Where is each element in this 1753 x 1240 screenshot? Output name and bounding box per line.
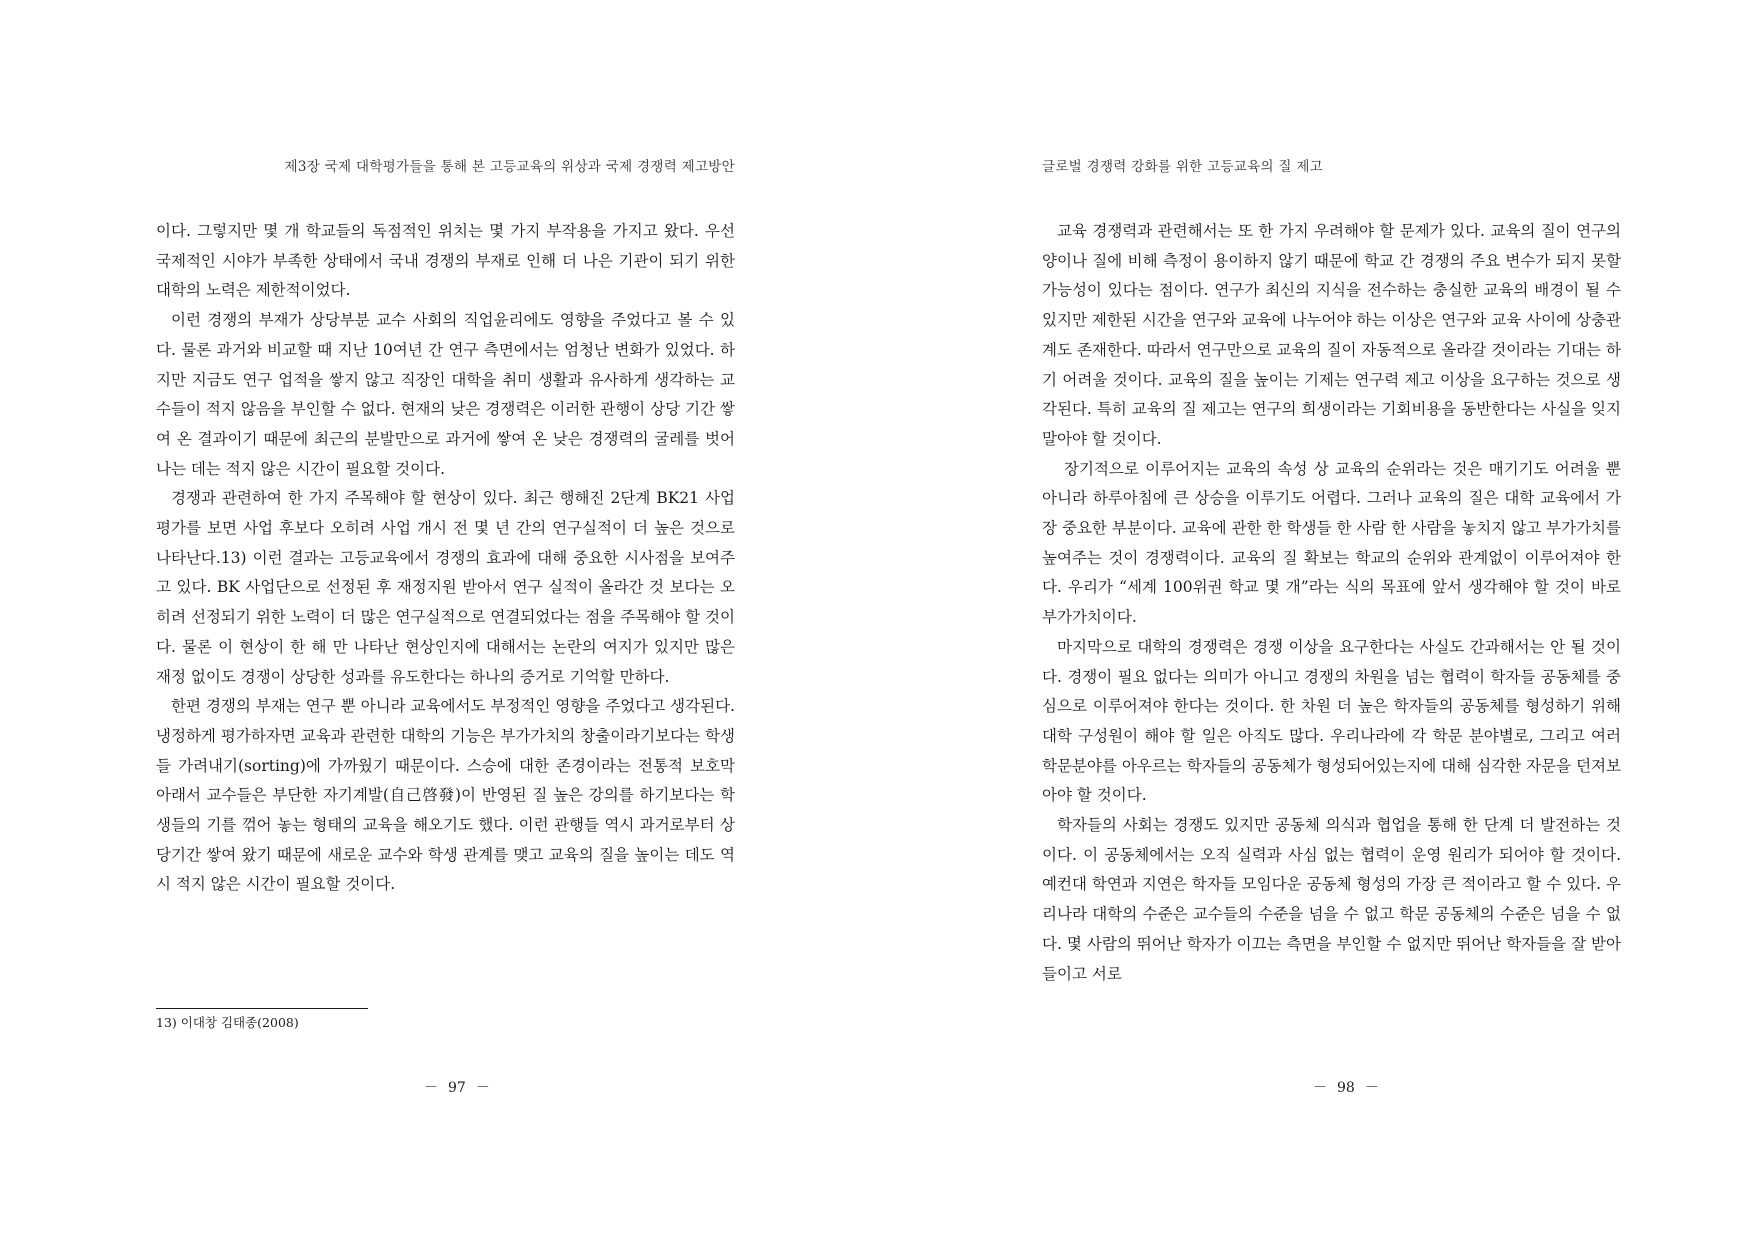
left-page	[0, 0, 876, 1240]
page-number-dash: －	[1313, 1080, 1327, 1096]
footnote: 13) 이대창 김태종(2008)	[156, 1015, 299, 1030]
paragraph: 학자들의 사회는 경쟁도 있지만 공동체 의식과 협업을 통해 한 단계 더 발전하는 것이다. 이 공동체에서는 오직 실력과 사심 없는 협력이 운영 원리가 되어야 할 것이다. 예컨대 학연과 지연은 학자들 모임다운 공동체 형성의 가장 큰 적이라고 할 수 있다. 우리나라 대학의 수준은 교수들의 수준을 넘을 수 없고 학문 공동체의 수준은 넘을 수 없다. 몇 사람의 뛰어난 학자가 이끄는 측면을 부인할 수 없지만 뛰어난 학자들을 잘 받아들이고 서로	[1042, 816, 1621, 983]
paragraph: 교육 경쟁력과 관련해서는 또 한 가지 우려해야 할 문제가 있다. 교육의 질이 연구의 양이나 질에 비해 측정이 용이하지 않기 때문에 학교 간 경쟁의 주요 변수가 되지 못할 가능성이 있다는 점이다. 연구가 최신의 지식을 전수하는 충실한 교육의 배경이 될 수 있지만 제한된 시간을 연구와 교육에 나누어야 하는 이상은 연구와 교육 사이에 상충관계도 존재한다. 따라서 연구만으로 교육의 질이 자동적으로 올라갈 것이라는 기대는 하기 어려울 것이다. 교육의 질을 높이는 기제는 연구력 제고 이상을 요구하는 것으로 생각된다. 특히 교육의 질 제고는 연구의 희생이라는 기회비용을 동반한다는 사실을 잊지 말아야 할 것이다.	[1042, 222, 1621, 448]
paragraph: 장기적으로 이루어지는 교육의 속성 상 교육의 순위라는 것은 매기기도 어려울 뿐 아니라 하루아침에 큰 상승을 이루기도 어렵다. 그러나 교육의 질은 대학 교육에서 가장 중요한 부분이다. 교육에 관한 한 학생들 한 사람 한 사람을 놓치지 않고 부가가치를 높여주는 것이 경쟁력이다. 교육의 질 확보는 학교의 순위와 관계없이 이루어져야 한다. 우리가 “세계 100위권 학교 몇 개”라는 식의 목표에 앞서 생각해야 할 것이 바로 부가가치이다.	[1042, 459, 1621, 627]
running-header: 글로벌 경쟁력 강화를 위한 고등교육의 질 제고	[1042, 159, 1324, 175]
paragraph: 이다. 그렇지만 몇 개 학교들의 독점적인 위치는 몇 가지 부작용을 가지고 왔다. 우선 국제적인 시야가 부족한 상태에서 국내 경쟁의 부재로 인해 더 나은 기관이 되기 위한 대학의 노력은 제한적이었다.	[156, 222, 735, 300]
page-number	[414, 1077, 500, 1097]
running-header: 제3장 국제 대학평가들을 통해 본 고등교육의 위상과 국제 경쟁력 제고방안	[284, 159, 735, 175]
page-number-dash: －	[424, 1080, 438, 1096]
page-number-dash: －	[475, 1080, 490, 1096]
footnote-rule	[156, 1008, 368, 1009]
body-text	[156, 217, 735, 900]
body-text	[1042, 217, 1621, 989]
page-number-value: 98	[1337, 1080, 1355, 1096]
paragraph: 한편 경쟁의 부재는 연구 뿐 아니라 교육에서도 부정적인 영향을 주었다고 생각된다. 냉정하게 평가하자면 교육과 관련한 대학의 기능은 부가가치의 창출이라기보다는 학생들 가려내기(sorting)에 가까웠기 때문이다. 스승에 대한 존경이라는 전통적 보호막 아래서 교수들은 부단한 자기계발(自己啓發)이 반영된 질 높은 강의를 하기보다는 학생들의 기를 꺾어 놓는 형태의 교육을 해오기도 했다. 이런 관행들 역시 과거로부터 상당기간 쌓여 왔기 때문에 새로운 교수와 학생 관계를 맺고 교육의 질을 높이는 데도 역시 적지 않은 시간이 필요할 것이다.	[156, 697, 735, 894]
paragraph: 마지막으로 대학의 경쟁력은 경쟁 이상을 요구한다는 사실도 간과해서는 안 될 것이다. 경쟁이 필요 없다는 의미가 아니고 경쟁의 차원을 넘는 협력이 학자들 공동체를 중심으로 이루어져야 한다는 것이다. 한 차원 더 높은 학자들의 공동체를 형성하기 위해 대학 구성원이 해야 할 일은 아직도 많다. 우리나라에 각 학문 분야별로, 그리고 여러 학문분야를 아우르는 학자들의 공동체가 형성되어있는지에 대해 심각한 자문을 던져보아야 할 것이다.	[1042, 637, 1621, 805]
paragraph: 경쟁과 관련하여 한 가지 주목해야 할 현상이 있다. 최근 행해진 2단계 BK21 사업 평가를 보면 사업 후보다 오히려 사업 개시 전 몇 년 간의 연구실적이 더 높은 것으로 나타난다.13) 이런 결과는 고등교육에서 경쟁의 효과에 대해 중요한 시사점을 보여주고 있다. BK 사업단으로 선정된 후 재정지원 받아서 연구 실적이 올라간 것 보다는 오히려 선정되기 위한 노력이 더 많은 연구실적으로 연결되었다는 점을 주목해야 할 것이다. 물론 이 현상이 한 해 만 나타난 현상인지에 대해서는 논란의 여지가 있지만 많은 재정 없이도 경쟁이 상당한 성과를 유도한다는 하나의 증거로 기억할 만하다.	[156, 489, 735, 686]
page-number	[1303, 1077, 1389, 1097]
footnote-area	[156, 1008, 735, 1032]
paragraph: 이런 경쟁의 부재가 상당부분 교수 사회의 직업윤리에도 영향을 주었다고 볼 수 있다. 물론 과거와 비교할 때 지난 10여년 간 연구 측면에서는 엄청난 변화가 있었다. 하지만 지금도 연구 업적을 쌓지 않고 직장인 대학을 취미 생활과 유사하게 생각하는 교수들이 적지 않음을 부인할 수 없다. 현재의 낮은 경쟁력은 이러한 관행이 상당 기간 쌓여 온 결과이기 때문에 최근의 분발만으로 과거에 쌓여 온 낮은 경쟁력의 굴레를 벗어나는 데는 적지 않은 시간이 필요할 것이다.	[156, 311, 735, 478]
right-page	[876, 0, 1753, 1240]
page-number-dash: －	[1364, 1080, 1379, 1096]
page-number-value: 97	[448, 1080, 466, 1096]
